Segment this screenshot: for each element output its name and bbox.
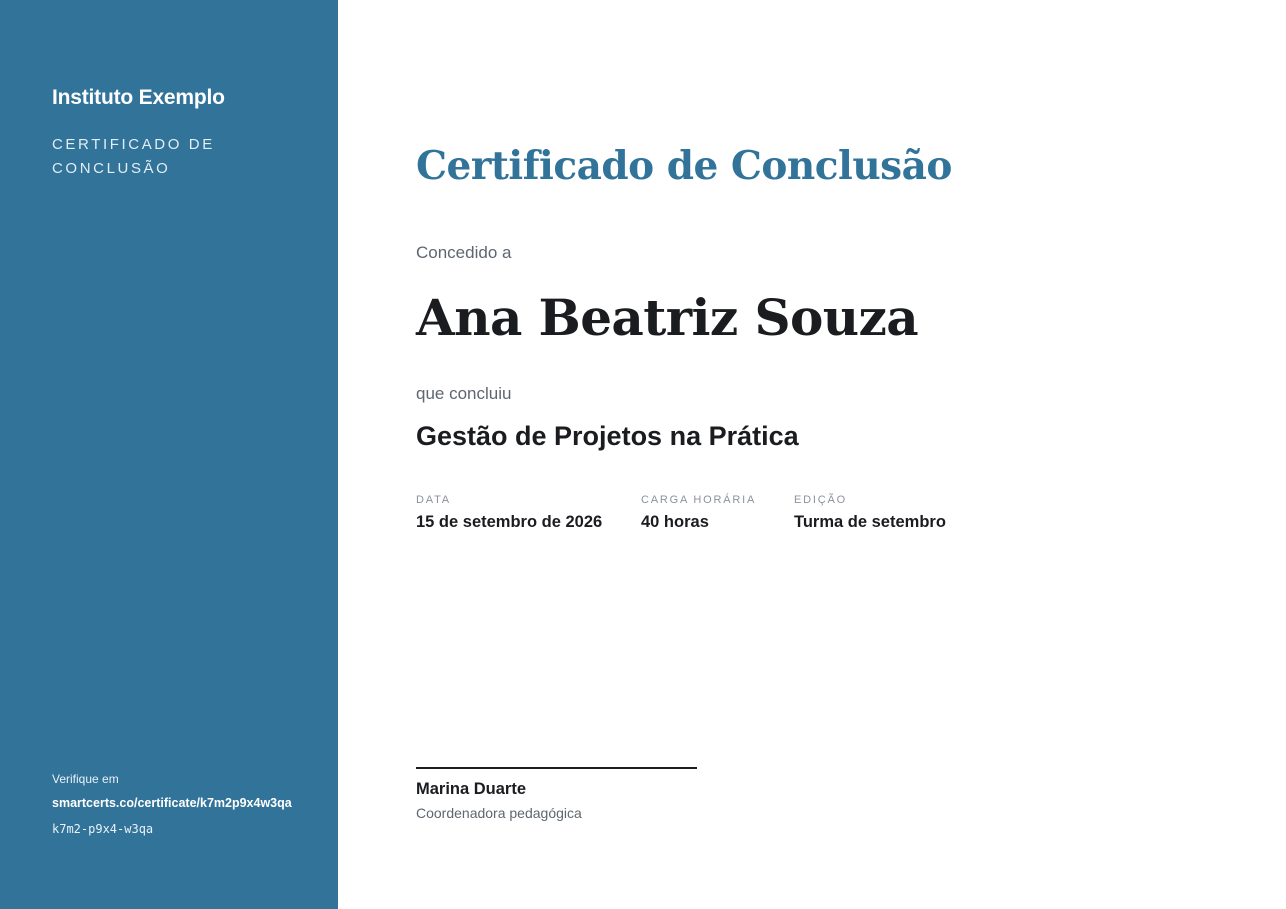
date-value: 15 de setembro de 2026 <box>416 513 603 531</box>
hours-value: 40 horas <box>641 513 709 531</box>
edition-value: Turma de setembro <box>794 513 946 531</box>
detail-date <box>416 494 602 532</box>
course-name: Gestão de Projetos na Prática <box>416 421 799 451</box>
recipient-name: Ana Beatriz Souza <box>416 288 919 347</box>
detail-hours <box>641 494 756 532</box>
date-label: DATA <box>416 494 451 506</box>
signer-name: Marina Duarte <box>416 780 527 798</box>
signer-role: Coordenadora pedagógica <box>416 805 582 821</box>
awarded-to-label: Concedido a <box>416 243 512 262</box>
certificate-title: Certificado de Conclusão <box>416 143 952 189</box>
detail-edition <box>794 494 946 532</box>
edition-label: EDIÇÃO <box>794 494 847 506</box>
certificate-type-label: CERTIFICADO DE CONCLUSÃO <box>52 136 215 177</box>
hours-label: CARGA HORÁRIA <box>641 494 757 506</box>
completed-label: que concluiu <box>416 384 512 403</box>
verify-url-link[interactable]: smartcerts.co/certificate/k7m2p9x4w3qa <box>52 796 292 810</box>
verify-label: Verifique em <box>52 772 119 786</box>
institution-name: Instituto Exemplo <box>52 86 225 109</box>
certificate-sidebar <box>0 0 338 909</box>
certificate-body <box>338 0 1286 909</box>
signature-line <box>416 767 697 769</box>
verification-code: k7m2-p9x4-w3qa <box>52 822 154 836</box>
